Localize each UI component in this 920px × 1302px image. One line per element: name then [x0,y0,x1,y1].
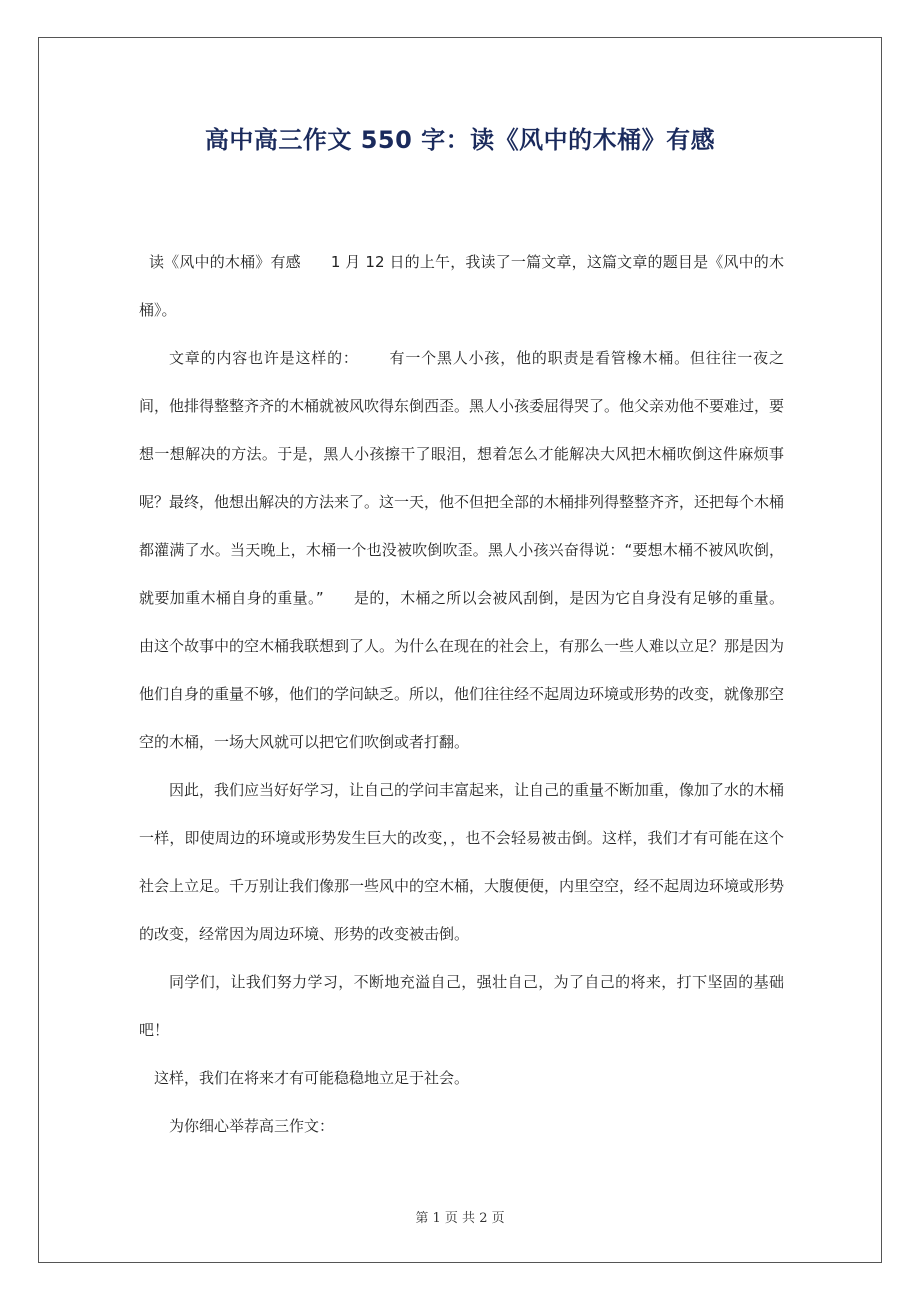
paragraph-2-lead: 文章的内容也许是这样的： [169,349,359,367]
paragraph-3: 因此，我们应当好好学习，让自己的学问丰富起来，让自己的重量不断加重，像加了水的木桶一样，即使周边的环境或形势发生巨大的改变，，也不会轻易被击倒。这样，我们才有可能在这个社会上立足。千万别让我们像那一些风中的空木桶，大腹便便，内里空空，经不起周边环境或形势的改变，经常因为周边环境、形势的改变被击倒。 [139,781,785,943]
paragraph-6: 为你细心举荐高三作文： [169,1117,335,1135]
page-footer: 第 1 页 共 2 页 [415,1211,505,1226]
paragraph-1-heading: 读《风中的木桶》有感 [149,253,301,271]
paragraph-2-reflection: 是的，木桶之所以会被风刮倒，是因为它自身没有足够的重量。由这个故事中的空木桶我联想到了人。为什么在现在的社会上，有那么一些人难以立足？那是因为他们自身的重量不够，他们的学问缺乏。所以，他们往往经不起周边环境或形势的改变，就像那空空的木桶，一场大风就可以把它们吹倒或者打翻。 [139,589,785,751]
paragraph-2 [139,334,784,766]
paragraph-5: 这样，我们在将来才有可能稳稳地立足于社会。 [154,1069,470,1087]
document-body [139,238,784,1150]
paragraph-2-story: 有一个黑人小孩，他的职责是看管橡木桶。但往往一夜之间，他排得整整齐齐的木桶就被风吹得东倒西歪。黑人小孩委屈得哭了。他父亲劝他不要难过，要想一想解决的方法。于是，黑人小孩擦干了眼泪，想着怎么才能解决大风把木桶吹倒这件麻烦事呢？最终，他想出解决的方法来了。这一天，他不但把全部的木桶排列得整整齐齐，还把每个木桶都灌满了水。当天晚上，木桶一个也没被吹倒吹歪。黑人小孩兴奋得说：“要想木桶不被风吹倒，就要加重木桶自身的重量。” [139,349,785,607]
document-title: 高中高三作文 550 字：读《风中的木桶》有感 [204,126,716,154]
paragraph-1-text: 1 月 12 日的上午，我读了一篇文章，这篇文章的题目是《风中的木桶》。 [139,253,784,319]
paragraph-4: 同学们，让我们努力学习，不断地充溢自己，强壮自己，为了自己的将来，打下坚固的基础吧！ [139,973,784,1039]
paragraph-1 [139,238,784,334]
